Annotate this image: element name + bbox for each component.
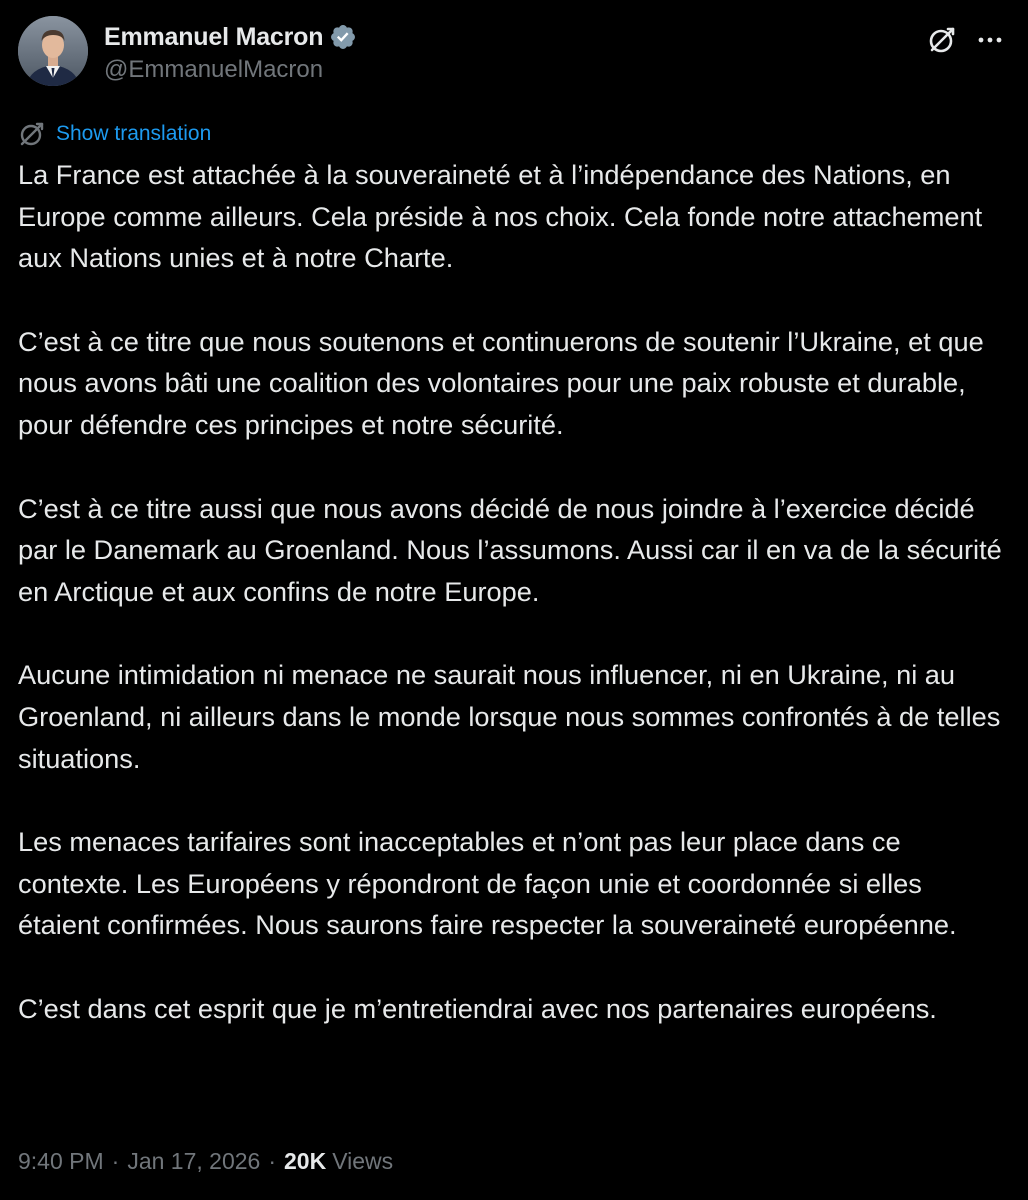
post-paragraph: Les menaces tarifaires sont inacceptables et n’ont pas leur place dans ce contexte. Les Européens y répondront de façon unie et coordonnée si elles étaient confirmées. Nous saurons faire respecter la souveraineté européenne. (18, 826, 957, 941)
avatar-photo (18, 16, 88, 86)
meta-separator: · (111, 1148, 120, 1174)
more-options-button[interactable] (970, 20, 1010, 60)
show-translation-label[interactable]: Show translation (56, 122, 212, 145)
handle[interactable]: @EmmanuelMacron (104, 56, 324, 83)
post-paragraph: C’est à ce titre que nous soutenons et continuerons de soutenir l’Ukraine, et que nous avons bâti une coalition des volontaires pour une paix robuste et durable, pour défendre ces principes et notre sécurité. (18, 325, 984, 440)
post-meta (18, 1148, 393, 1175)
meta-separator: · (268, 1148, 277, 1174)
author-block (104, 20, 357, 84)
name-row (104, 20, 357, 54)
post-time[interactable]: 9:40 PM (18, 1148, 104, 1174)
show-translation-button[interactable] (18, 119, 211, 149)
views-label[interactable]: Views (332, 1148, 394, 1174)
post-paragraph: C’est à ce titre aussi que nous avons décidé de nous joindre à l’exercice décidé par le Danemark au Groenland. Nous l’assumons. Aussi car il en va de la sécurité en Arctique et aux confins de notre Europe. (18, 492, 1002, 607)
grok-icon (926, 24, 958, 56)
grok-button[interactable] (922, 20, 962, 60)
post-paragraph: La France est attachée à la souveraineté et à l’indépendance des Nations, en Europe comme ailleurs. Cela préside à nos choix. Cela fonde notre attachement aux Nations unies et à notre Charte. (18, 159, 983, 274)
translate-globe-icon (18, 120, 46, 148)
avatar[interactable] (18, 16, 88, 86)
display-name[interactable]: Emmanuel Macron (104, 22, 324, 51)
post-paragraph: C’est dans cet esprit que je m’entretiendrai avec nos partenaires européens. (18, 992, 937, 1024)
post-body (18, 154, 1008, 1030)
post-date[interactable]: Jan 17, 2026 (127, 1148, 261, 1174)
views-count[interactable]: 20K (284, 1148, 327, 1174)
post-header (18, 16, 1010, 90)
verified-badge-icon[interactable] (329, 23, 357, 51)
post-paragraph: Aucune intimidation ni menace ne saurait nous influencer, ni en Ukraine, ni au Groenland, ni ailleurs dans le monde lorsque nous sommes confrontés à de telles situations. (18, 659, 1001, 774)
more-icon (975, 25, 1005, 55)
